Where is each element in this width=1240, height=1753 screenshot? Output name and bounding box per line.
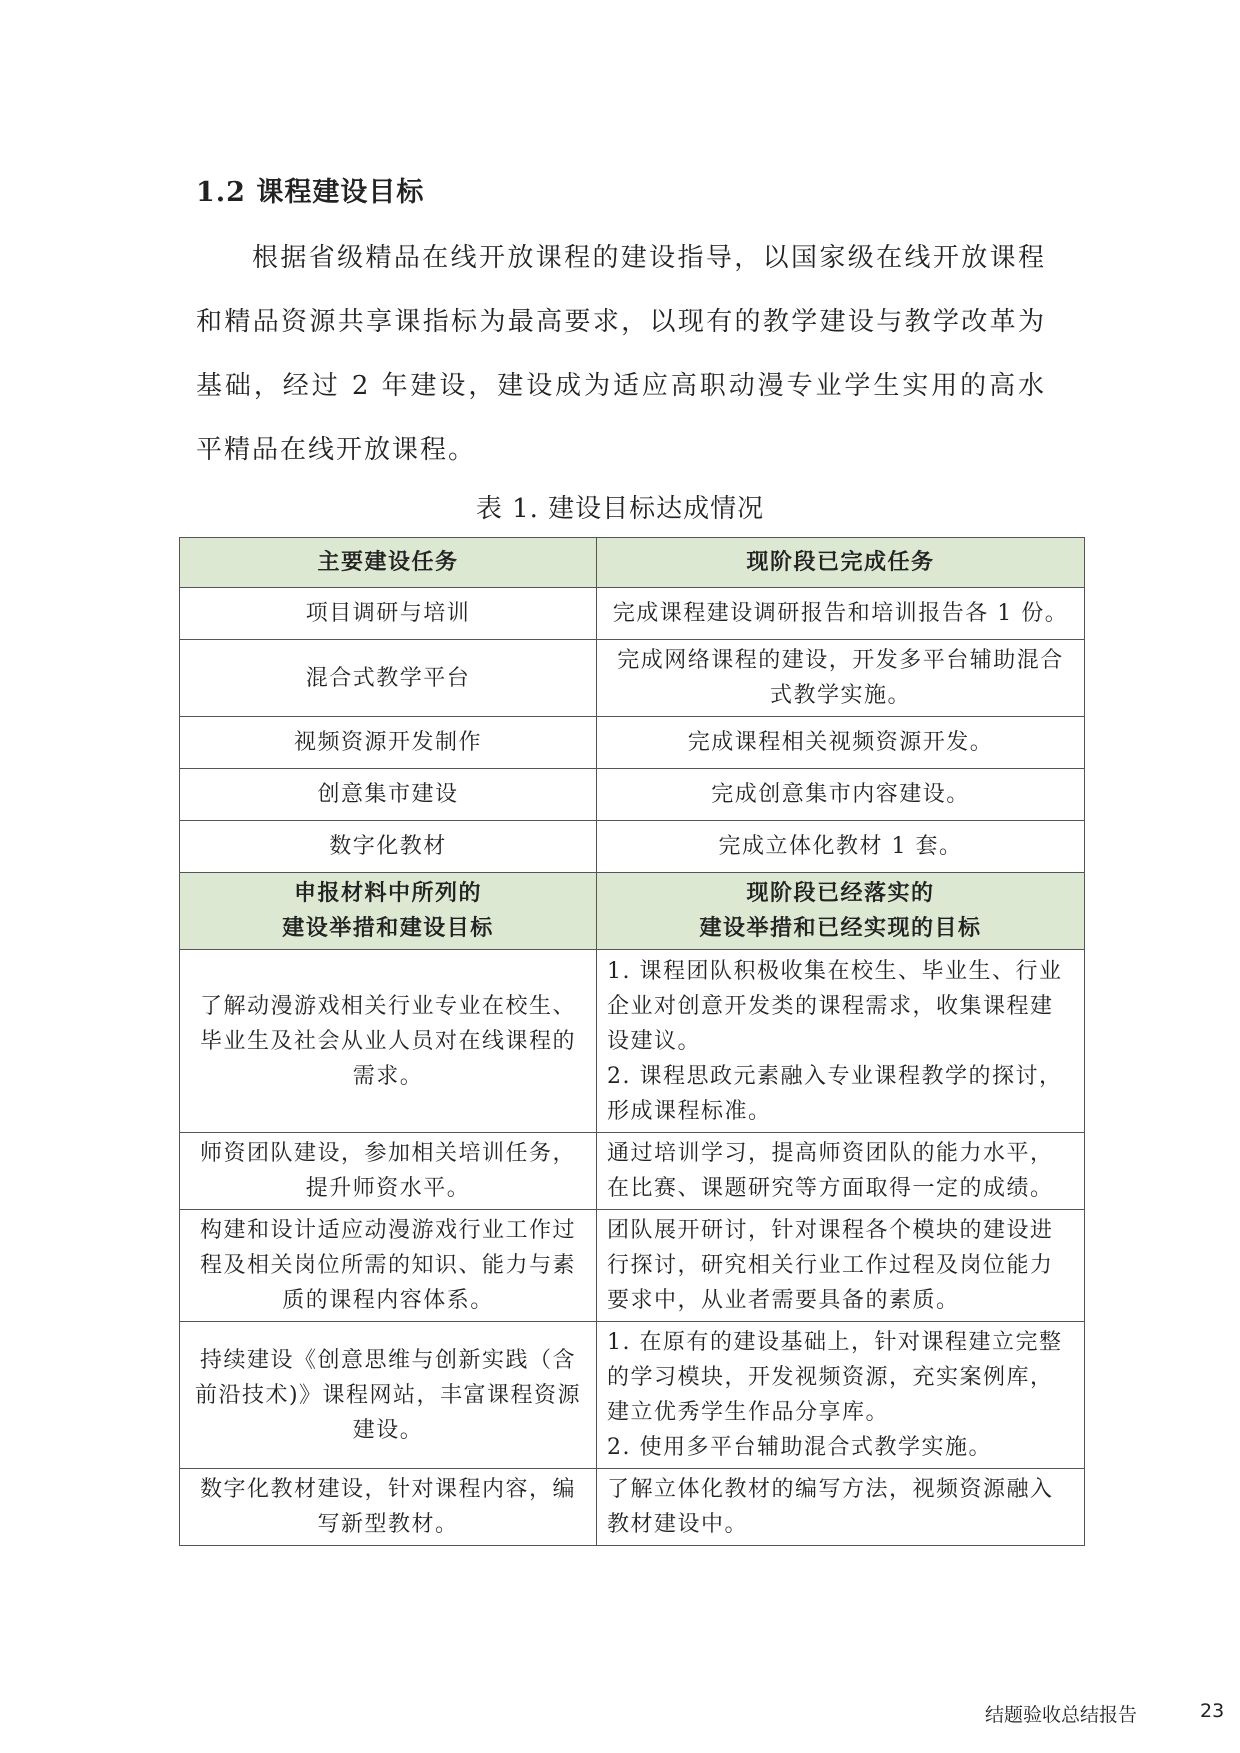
status-cell: 完成网络课程的建设，开发多平台辅助混合式教学实施。 [597, 640, 1085, 717]
task-cell: 项目调研与培训 [180, 588, 597, 640]
result-cell: 团队展开研讨，针对课程各个模块的建设进行探讨，研究相关行业工作过程及岗位能力要求中，从业者需要具备的素质。 [597, 1210, 1085, 1322]
table-header-row [180, 873, 1085, 950]
table-row [180, 1210, 1085, 1322]
status-cell: 完成课程建设调研报告和培训报告各 1 份。 [597, 588, 1085, 640]
status-cell: 完成立体化教材 1 套。 [597, 821, 1085, 873]
task-cell: 创意集市建设 [180, 769, 597, 821]
header-cell: 现阶段已经落实的 建设举措和已经实现的目标 [597, 873, 1085, 950]
table-row [180, 950, 1085, 1133]
task-cell: 混合式教学平台 [180, 640, 597, 717]
goals-table [179, 537, 1085, 1546]
table-header-row [180, 538, 1085, 588]
header-cell: 现阶段已完成任务 [597, 538, 1085, 588]
table-row [180, 769, 1085, 821]
table-row [180, 640, 1085, 717]
measure-cell: 了解动漫游戏相关行业专业在校生、毕业生及社会从业人员对在线课程的需求。 [180, 950, 597, 1133]
task-cell: 视频资源开发制作 [180, 717, 597, 769]
table-row [180, 588, 1085, 640]
intro-paragraph: 根据省级精品在线开放课程的建设指导，以国家级在线开放课程和精品资源共享课指标为最高要求，以现有的教学建设与教学改革为基础，经过 2 年建设，建设成为适应高职动漫专业学生实用的高水平精品在线开放课程。 [196, 243, 1046, 465]
measure-cell: 持续建设《创意思维与创新实践（含前沿技术)》课程网站，丰富课程资源建设。 [180, 1322, 597, 1469]
measure-cell: 师资团队建设，参加相关培训任务，提升师资水平。 [180, 1133, 597, 1210]
status-cell: 完成课程相关视频资源开发。 [597, 717, 1085, 769]
footer-page-number: 23 [1200, 1700, 1225, 1722]
task-cell: 数字化教材 [180, 821, 597, 873]
table-row [180, 821, 1085, 873]
status-cell: 完成创意集市内容建设。 [597, 769, 1085, 821]
result-cell: 1. 在原有的建设基础上，针对课程建立完整的学习模块，开发视频资源，充实案例库，建立优秀学生作品分享库。 2. 使用多平台辅助混合式教学实施。 [597, 1322, 1085, 1469]
table-row [180, 1322, 1085, 1469]
footer-report-title: 结题验收总结报告 [985, 1704, 1138, 1726]
measure-cell: 构建和设计适应动漫游戏行业工作过程及相关岗位所需的知识、能力与素质的课程内容体系。 [180, 1210, 597, 1322]
section-heading: 1.2 课程建设目标 [196, 177, 425, 208]
table-row [180, 717, 1085, 769]
table-row [180, 1469, 1085, 1546]
header-cell: 申报材料中所列的 建设举措和建设目标 [180, 873, 597, 950]
header-cell: 主要建设任务 [180, 538, 597, 588]
result-cell: 1. 课程团队积极收集在校生、毕业生、行业企业对创意开发类的课程需求，收集课程建设建议。 2. 课程思政元素融入专业课程教学的探讨，形成课程标准。 [597, 950, 1085, 1133]
result-cell: 通过培训学习，提高师资团队的能力水平，在比赛、课题研究等方面取得一定的成绩。 [597, 1133, 1085, 1210]
result-cell: 了解立体化教材的编写方法，视频资源融入教材建设中。 [597, 1469, 1085, 1546]
table-caption: 表 1. 建设目标达成情况 [475, 494, 765, 524]
table-row [180, 1133, 1085, 1210]
measure-cell: 数字化教材建设，针对课程内容，编写新型教材。 [180, 1469, 597, 1546]
